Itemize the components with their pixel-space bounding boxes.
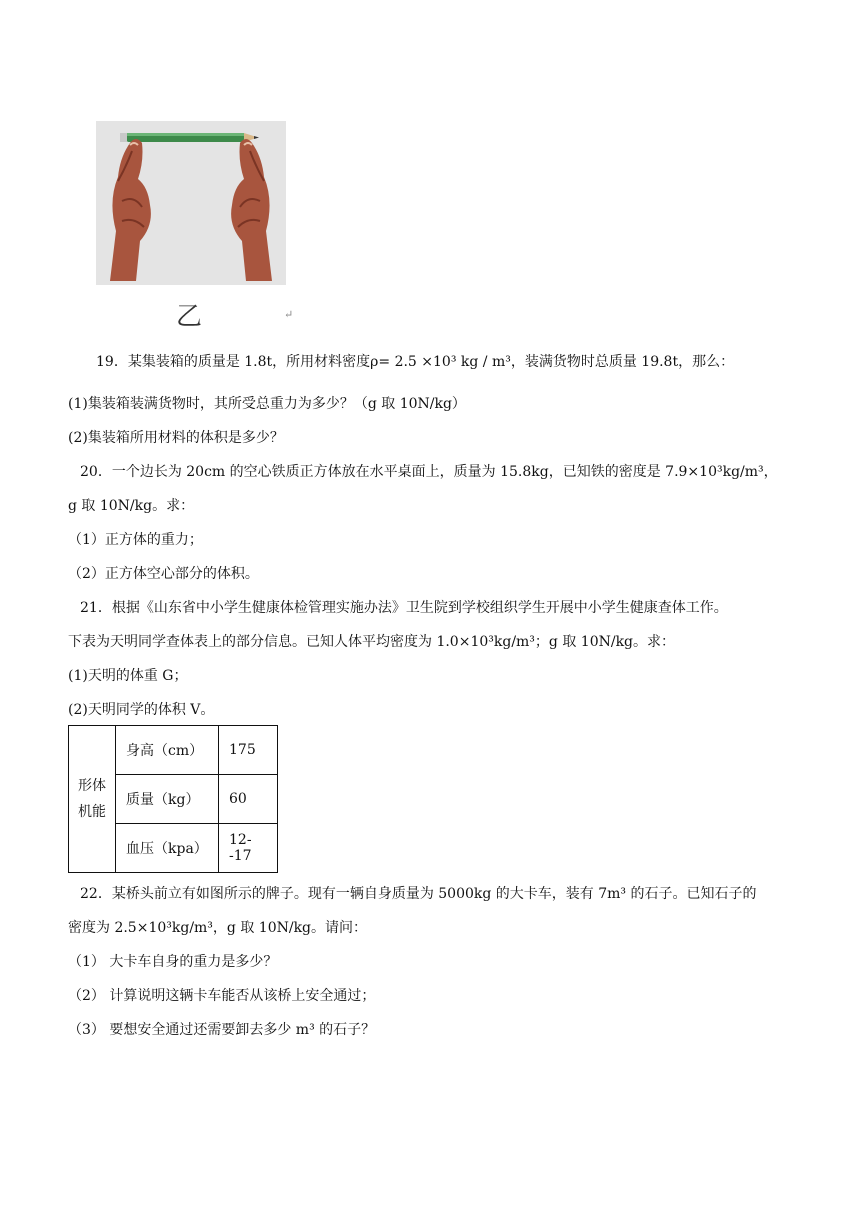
q22-part1: （1） 大卡车自身的重力是多少？ [68, 954, 278, 970]
q21-part2: (2)天明同学的体积 V。 [68, 702, 215, 718]
table-key-blood-pressure: 血压（kpa） [116, 824, 219, 873]
table-key-mass: 质量（kg） [116, 775, 219, 824]
q21-part1: (1)天明的体重 G； [68, 668, 188, 684]
q21-stem-line1: 21．根据《山东省中小学生健康体检管理实施办法》卫生院到学校组织学生开展中小学生健康查体工作。 [80, 600, 728, 616]
q21-stem-line2: 下表为天明同学查体表上的部分信息。已知人体平均密度为 1.0×10³kg/m³；g 取 10N/kg。求： [68, 634, 676, 650]
q20-stem-line2: g 取 10N/kg。求： [68, 498, 195, 514]
q19-part1: (1)集装箱装满货物时，其所受总重力为多少？（g 取 10N/kg） [68, 396, 466, 412]
q19-part2: (2)集装箱所用材料的体积是多少？ [68, 430, 284, 446]
figure-label: 乙 [176, 302, 203, 332]
table-value-blood-pressure: 12--17 [219, 824, 278, 873]
health-info-table [68, 725, 278, 873]
q20-part1: （1）正方体的重力； [68, 532, 203, 548]
table-row [69, 726, 278, 775]
q20-stem-line1: 20．一个边长为 20cm 的空心铁质正方体放在水平桌面上，质量为 15.8kg，已知铁的密度是 7.9×10³kg/m³， [80, 464, 778, 480]
q22-stem-line1: 22．某桥头前立有如图所示的牌子。现有一辆自身质量为 5000kg 的大卡车，装有 7m³ 的石子。已知石子的 [80, 886, 757, 902]
q20-part2: （2）正方体空心部分的体积。 [68, 566, 259, 582]
table-group-label: 形体机能 [69, 726, 116, 873]
table-key-height: 身高（cm） [116, 726, 219, 775]
table-value-mass: 60 [219, 775, 278, 824]
hands-pencil-figure [96, 121, 286, 285]
table-value-height: 175 [219, 726, 278, 775]
q19-stem: 19．某集装箱的质量是 1.8t，所用材料密度ρ= 2.5 ×10³ kg / m³，装满货物时总质量 19.8t，那么： [96, 354, 735, 370]
q22-stem-line2: 密度为 2.5×10³kg/m³，g 取 10N/kg。请问： [68, 920, 368, 936]
hands-pencil-illustration [96, 121, 286, 285]
paragraph-return-mark: ↵ [284, 308, 294, 321]
q22-part3: （3） 要想安全通过还需要卸去多少 m³ 的石子？ [68, 1022, 376, 1038]
q22-part2: （2） 计算说明这辆卡车能否从该桥上安全通过； [68, 988, 376, 1004]
